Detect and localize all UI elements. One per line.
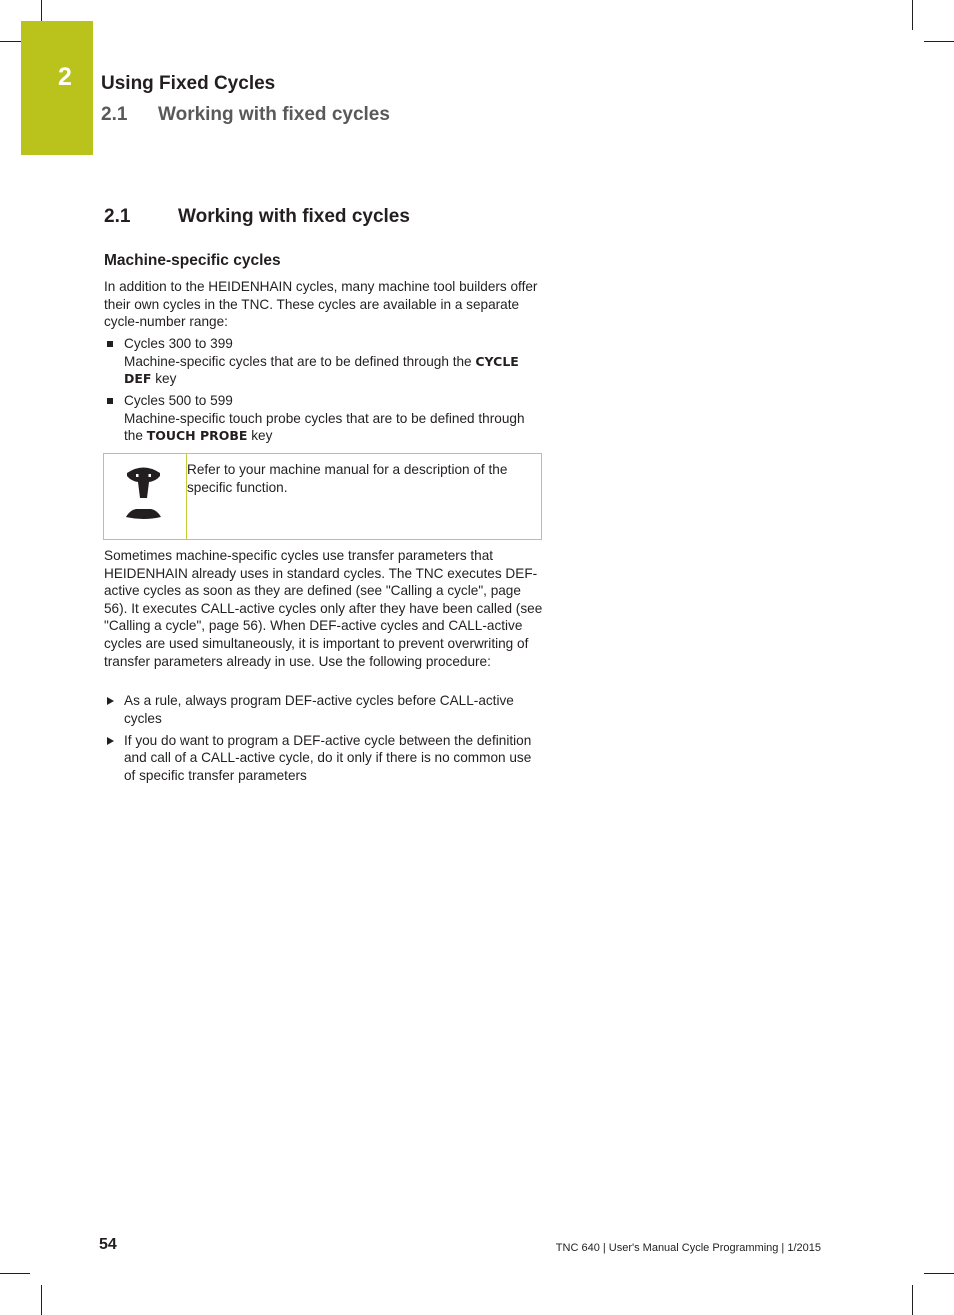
intro-paragraph: In addition to the HEIDENHAIN cycles, many machine tool builders offer their own cycles in the TNC. These cycles are available in a separate cycle-number range: xyxy=(104,279,538,330)
note-box xyxy=(103,453,542,540)
square-bullet-icon xyxy=(107,341,113,347)
crop-mark xyxy=(912,0,913,30)
page-number: 54 xyxy=(99,1236,117,1253)
footer-text: TNC 640 | User's Manual Cycle Programming | 1/2015 xyxy=(555,1242,821,1254)
cycle-range-description: Machine-specific cycles that are to be defined through the CYCLE DEF key xyxy=(124,353,519,387)
crop-mark xyxy=(0,1273,30,1274)
triangle-bullet-icon xyxy=(107,697,114,705)
section-heading xyxy=(104,205,410,229)
list-item xyxy=(104,335,544,388)
section-number: 2.1 xyxy=(104,206,131,227)
cycle-range-list xyxy=(104,335,544,449)
cycle-range-title: Cycles 500 to 599 xyxy=(124,393,233,409)
chapter-tab xyxy=(21,21,93,155)
machine-manual-icon xyxy=(124,464,163,520)
running-header-chapter: Using Fixed Cycles xyxy=(101,73,276,94)
procedure-step: As a rule, always program DEF-active cycles before CALL-active cycles xyxy=(124,693,514,726)
cycle-range-title: Cycles 300 to 399 xyxy=(124,336,233,351)
procedure-step: If you do want to program a DEF-active cycle between the definition and call of a CALL-active cycle, do it only if there is no common use of specific transfer parameters xyxy=(124,732,532,783)
cycle-range-description: Machine-specific touch probe cycles that are to be defined through the TOUCH PROBE key xyxy=(124,410,525,444)
list-item xyxy=(104,732,544,785)
section-title: Working with fixed cycles xyxy=(178,206,410,227)
procedure-list xyxy=(104,692,544,789)
chapter-number: 2 xyxy=(58,63,72,91)
crop-mark xyxy=(924,41,954,42)
note-text: Refer to your machine manual for a description of the specific function. xyxy=(187,462,508,495)
square-bullet-icon xyxy=(107,398,113,404)
list-item xyxy=(104,692,544,727)
subsection-heading: Machine-specific cycles xyxy=(104,252,281,269)
running-section-number: 2.1 xyxy=(101,104,128,125)
running-section-title: Working with fixed cycles xyxy=(158,104,390,125)
transfer-parameters-paragraph: Sometimes machine-specific cycles use transfer parameters that HEIDENHAIN already uses in standard cycles. The TNC executes DEF-active cycles as soon as they are defined (see "Calling a cycle", page 56). It executes CALL-active cycles only after they have been called (see "Calling a cycle", page 56). When DEF-active cycles and CALL-active cycles are used simultaneously, it is important to prevent overwriting of transfer parameters already in use. Use the following procedure: xyxy=(104,548,543,669)
crop-mark xyxy=(924,1273,954,1274)
crop-mark xyxy=(912,1285,913,1315)
running-header-section xyxy=(101,103,390,127)
key-name: CYCLE DEF xyxy=(124,353,519,387)
crop-mark xyxy=(41,1285,42,1315)
key-name: TOUCH PROBE xyxy=(146,428,248,444)
triangle-bullet-icon xyxy=(107,737,114,745)
list-item xyxy=(104,392,544,445)
